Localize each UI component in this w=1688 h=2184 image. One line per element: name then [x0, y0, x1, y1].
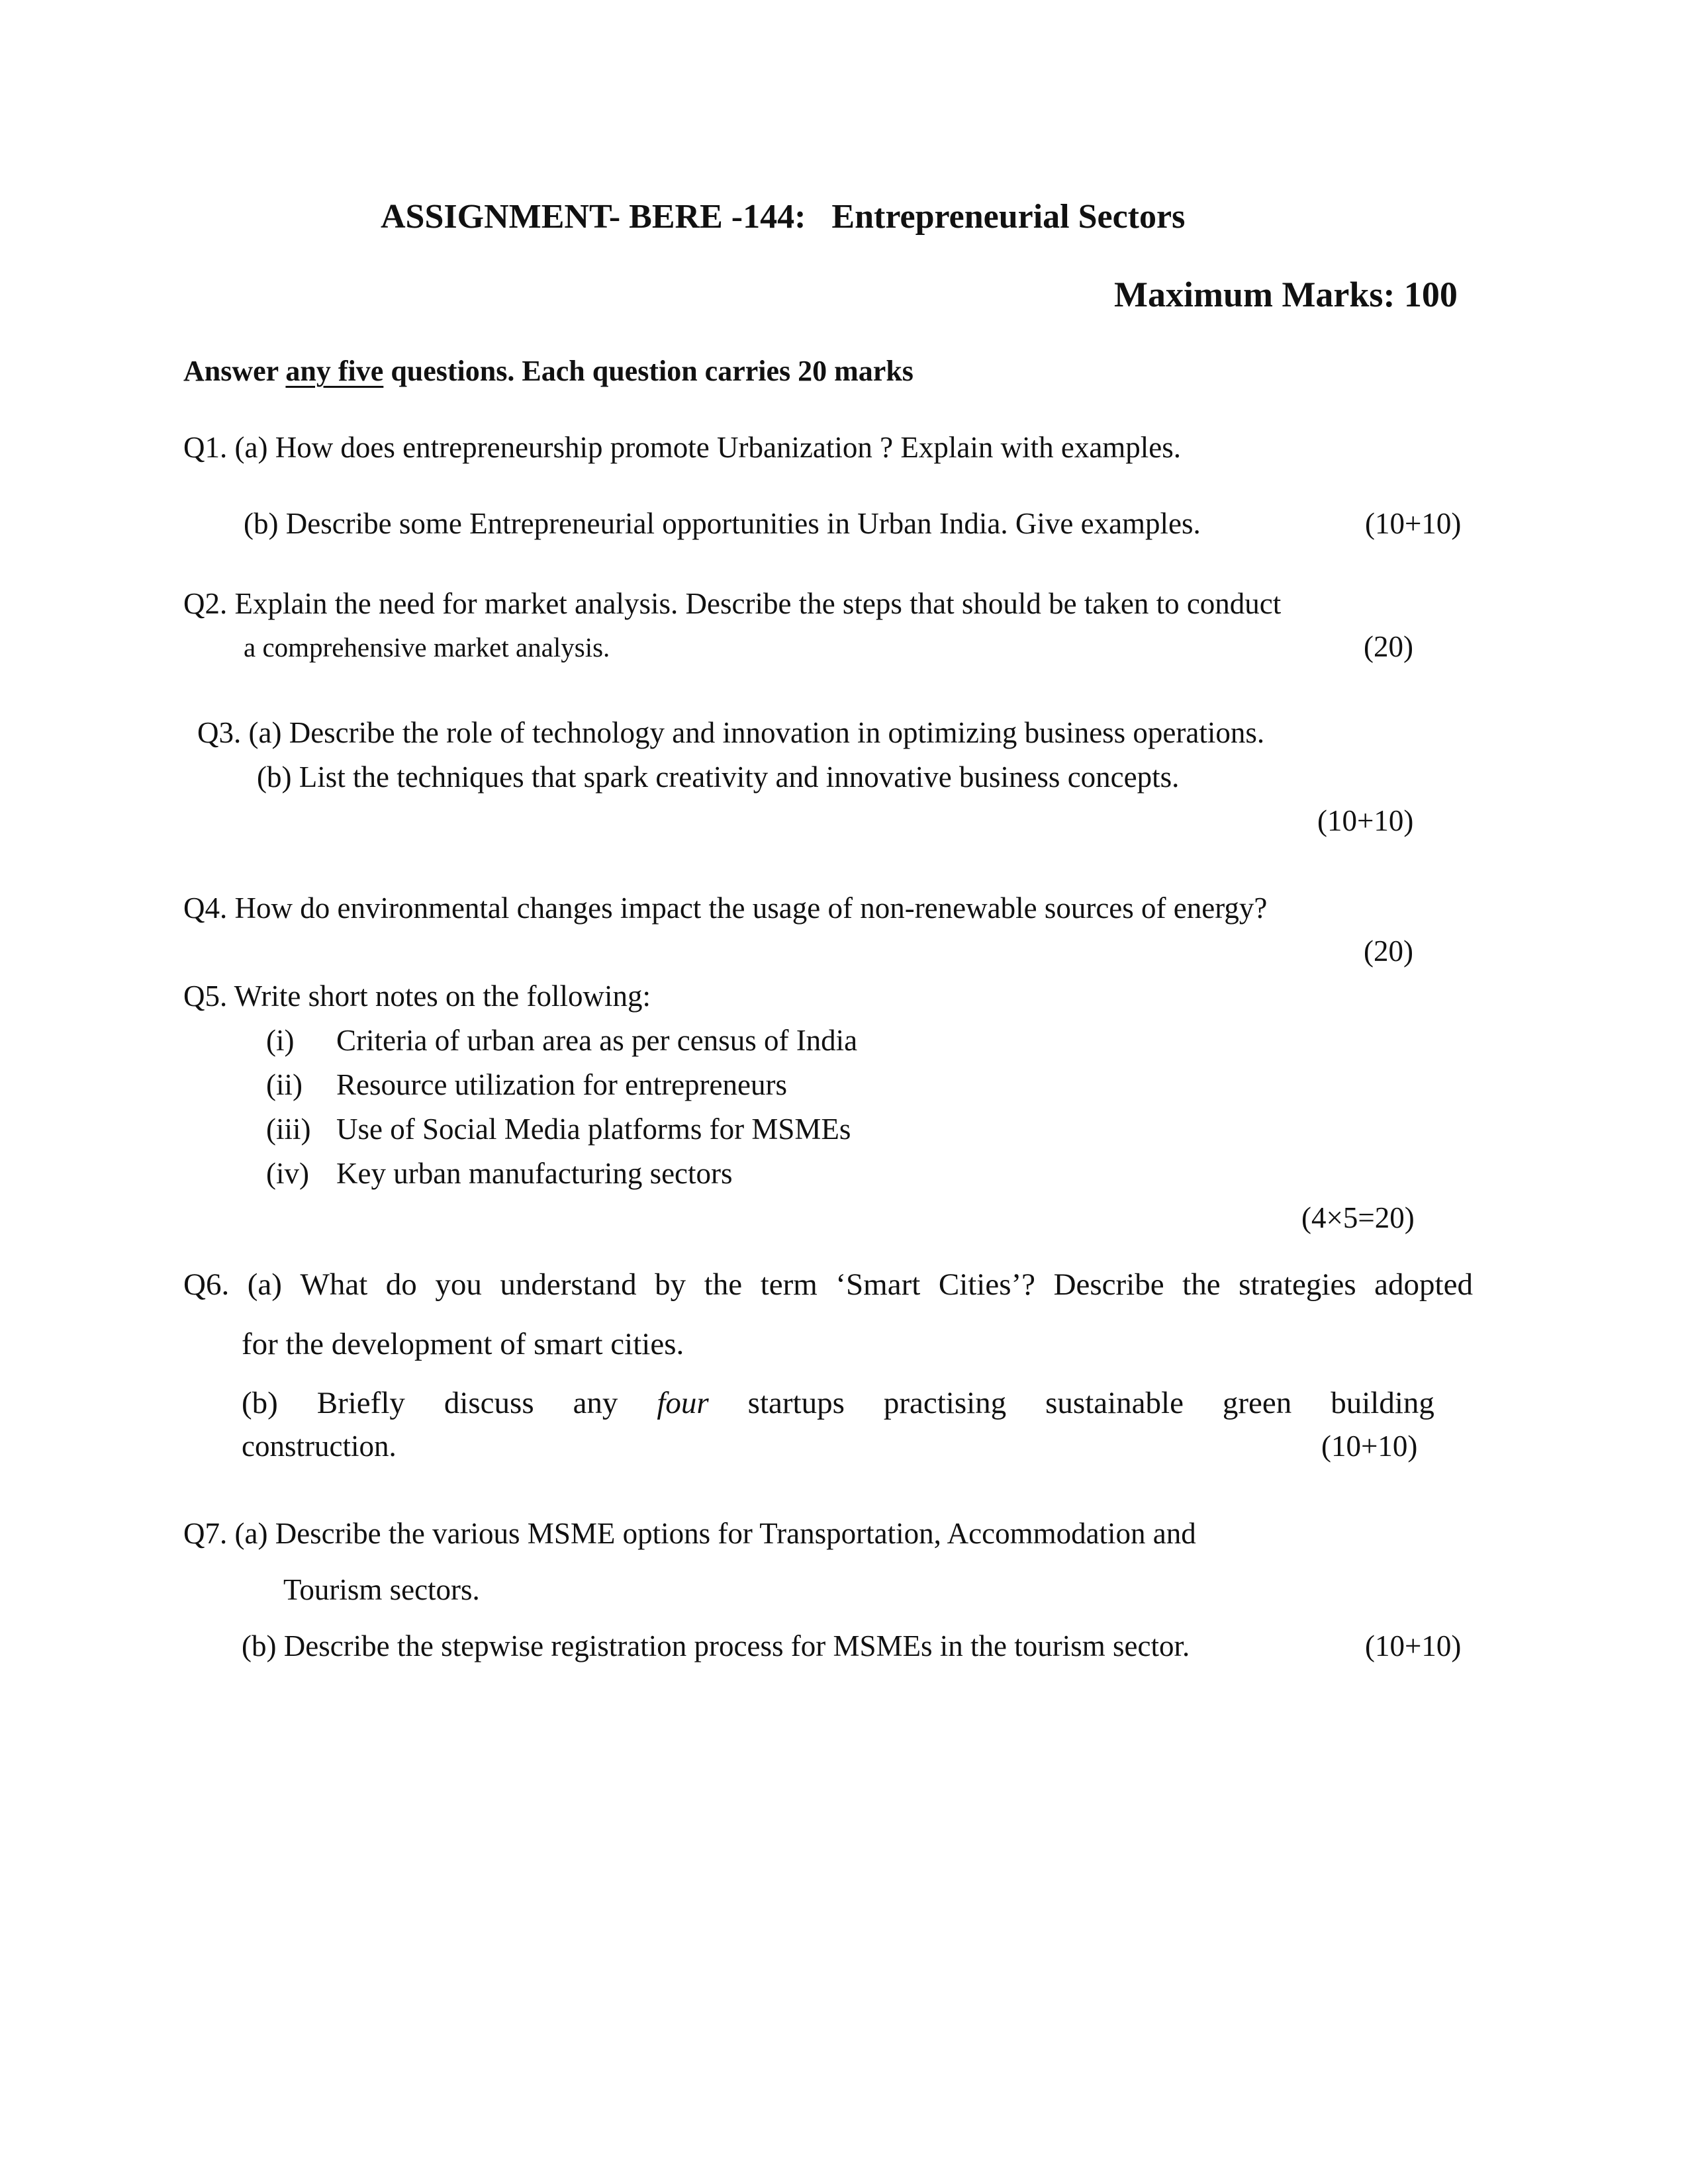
q6-word: understand [500, 1267, 637, 1302]
q6-word: building [1331, 1386, 1434, 1420]
q1-part-b: (b) Describe some Entrepreneurial opportunities in Urban India. Give examples. [244, 507, 1201, 540]
q5-item-number: (iv) [266, 1157, 309, 1190]
q6-word: What [300, 1267, 368, 1302]
q5-text: Q5. Write short notes on the following: [183, 979, 651, 1013]
q6-word: discuss [444, 1386, 534, 1420]
q7-marks: (10+10) [1365, 1629, 1462, 1662]
q4-text: Q4. How do environmental changes impact the usage of non-renewable sources of energy? [183, 891, 1268, 925]
q6-word: you [435, 1267, 482, 1302]
q6-word: Describe [1053, 1267, 1164, 1302]
q5-item-number: (iii) [266, 1113, 311, 1146]
maximum-marks: Maximum Marks: 100 [1114, 275, 1458, 314]
q6-part-b-line-1 [242, 1388, 1434, 1419]
q7-part-a-line-1: Q7. (a) Describe the various MSME options for Transportation, Accommodation and [183, 1517, 1196, 1550]
q6-word: (a) [247, 1267, 282, 1302]
q2-line-1: Q2. Explain the need for market analysis. Describe the steps that should be taken to conduct [183, 587, 1282, 620]
q7-part-a-line-2: Tourism sectors. [283, 1573, 480, 1606]
q7-part-b: (b) Describe the stepwise registration process for MSMEs in the tourism sector. [242, 1629, 1190, 1662]
q6-part-a-line-2: for the development of smart cities. [242, 1327, 684, 1361]
assignment-subject: Entrepreneurial Sectors [831, 198, 1186, 236]
q6-word: Q6. [183, 1267, 230, 1302]
q6-word: strategies [1239, 1267, 1356, 1302]
q6-word: green [1222, 1386, 1292, 1420]
q6-word: ‘Smart [835, 1267, 921, 1302]
q6-word: the [1182, 1267, 1221, 1302]
q6-word: the [704, 1267, 743, 1302]
q6-word: practising [883, 1386, 1007, 1420]
q6-marks: (10+10) [1321, 1430, 1418, 1463]
q6-word: Briefly [316, 1386, 405, 1420]
q6-word: by [655, 1267, 686, 1302]
q5-marks: (4×5=20) [1301, 1201, 1415, 1234]
q6-word: Cities’? [938, 1267, 1036, 1302]
q2-marks: (20) [1364, 630, 1413, 663]
q4-marks: (20) [1364, 934, 1413, 968]
assignment-code: ASSIGNMENT- BERE -144: [381, 198, 806, 236]
q6-word: term [760, 1267, 818, 1302]
instructions-suffix: questions. Each question carries 20 marks [391, 355, 914, 387]
q2-line-2: a comprehensive market analysis. [244, 632, 610, 662]
q6-word: any [573, 1386, 618, 1420]
q1-marks: (10+10) [1365, 507, 1462, 540]
q3-part-a: Q3. (a) Describe the role of technology and innovation in optimizing business operations. [197, 716, 1265, 749]
q6-part-b-line-2: construction. [242, 1430, 397, 1463]
q6-word: four [657, 1386, 709, 1420]
instructions-emphasis: any five [285, 355, 384, 387]
q6-word: do [385, 1267, 417, 1302]
q6-word: startups [747, 1386, 845, 1420]
q5-item-text: Use of Social Media platforms for MSMEs [336, 1113, 851, 1146]
q5-item-text: Key urban manufacturing sectors [336, 1157, 733, 1190]
instructions-prefix: Answer [183, 355, 279, 387]
q6-word: adopted [1374, 1267, 1473, 1302]
assignment-title [381, 200, 1185, 234]
q3-part-b: (b) List the techniques that spark creativity and innovative business concepts. [257, 760, 1180, 794]
instructions [183, 357, 914, 386]
q5-item-text: Resource utilization for entrepreneurs [336, 1068, 787, 1101]
q5-item-text: Criteria of urban area as per census of India [336, 1024, 858, 1057]
q6-word: sustainable [1045, 1386, 1184, 1420]
q6-word: (b) [242, 1386, 278, 1420]
q5-item-number: (i) [266, 1024, 295, 1057]
q1-part-a: Q1. (a) How does entrepreneurship promote Urbanization ? Explain with examples. [183, 431, 1182, 464]
q6-part-a-line-1 [183, 1269, 1473, 1300]
q5-item-number: (ii) [266, 1068, 303, 1101]
q3-marks: (10+10) [1317, 804, 1414, 837]
